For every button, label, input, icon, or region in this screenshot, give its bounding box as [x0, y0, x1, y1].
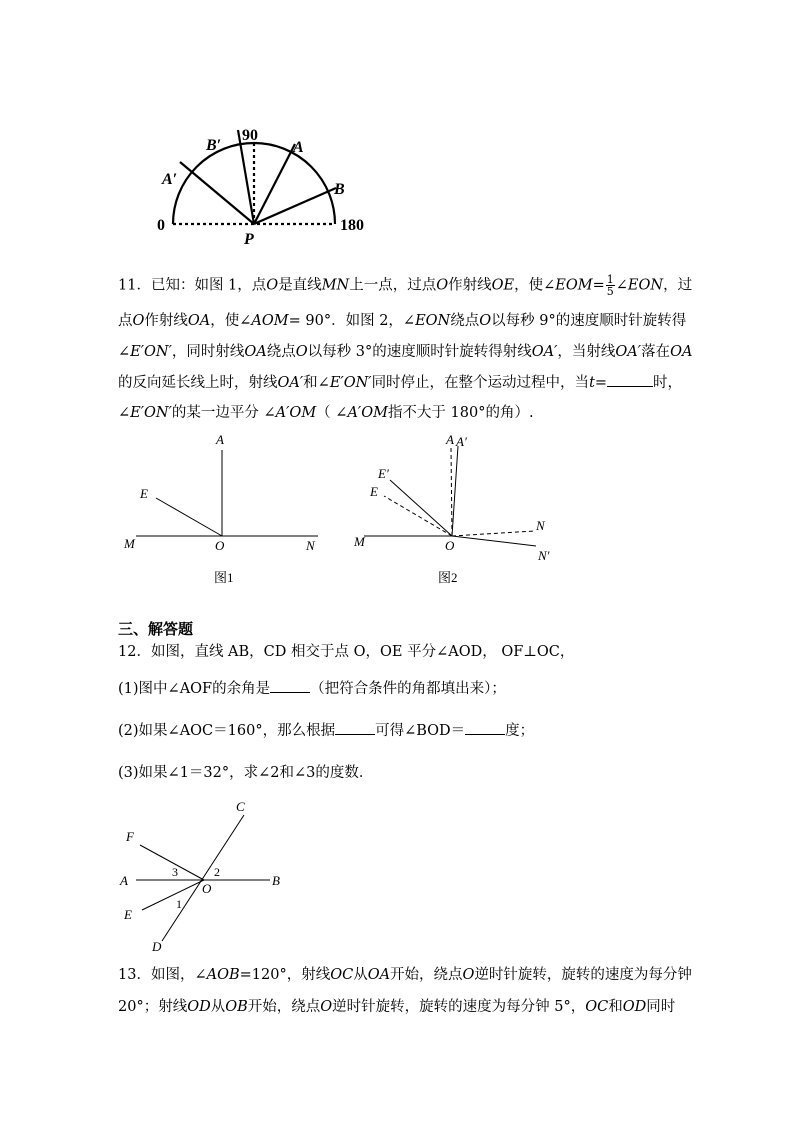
fig12-ray-oe	[142, 880, 204, 910]
ray-pa-prime	[180, 162, 254, 224]
q12-figure	[118, 795, 298, 955]
fraction-one-fifth: $\frac{1}{5}$	[606, 273, 614, 298]
q11-line5: ∠E′ON′的某一边平分 ∠A′OM（ ∠A′OM指不大于 180°的角）.	[118, 405, 534, 421]
fig2-ray-on-dashed	[452, 531, 534, 536]
q12-part2: (2)如果∠AOC＝160°，那么根据 可得∠BOD＝ 度；	[118, 720, 534, 741]
answer-blank-complement[interactable]	[270, 678, 310, 693]
fig2-label-o: O	[445, 538, 455, 553]
label-a: A	[293, 139, 304, 156]
q12-line1: 12．如图，直线 AB，CD 相交于点 O，OE 平分∠AOD， OF⊥OC，	[118, 644, 575, 660]
fig2-label-n-prime: N′	[538, 548, 550, 563]
fig1-label-o: O	[215, 538, 225, 553]
label-p: P	[244, 231, 254, 248]
fig1-label-n: N	[306, 538, 315, 553]
label-180: 180	[340, 217, 364, 234]
fig2-ray-oa-prime	[452, 446, 458, 536]
fig2-ray-oe-prime	[390, 480, 452, 536]
fig2-label-e: E	[370, 484, 378, 499]
label-a-prime: A′	[162, 171, 178, 188]
q11-line2: 点O作射线OA，使∠AOM= 90°．如图 2，∠EON绕点O以每秒 9°的速度顺时针旋转得	[118, 313, 687, 329]
fig2-label-n: N	[536, 518, 545, 533]
fig2-ray-oe-dashed	[384, 496, 452, 536]
label-0: 0	[157, 217, 165, 234]
fig1-label-m: M	[124, 536, 135, 551]
fig2-label-a-prime: A′	[456, 434, 467, 449]
fig12-label-2: 2	[214, 865, 220, 879]
section-title: 三、解答题	[118, 620, 194, 638]
q11-figure-1	[118, 428, 338, 593]
fig1-label-a: A	[216, 432, 224, 447]
fig2-label-e-prime: E′	[378, 466, 389, 481]
protractor-figure	[140, 120, 390, 250]
q11-line1: 11．已知：如图 1，点O是直线MN上一点，过点O作射线OE，使∠EOM= $\frac{1}{5}$ ∠EON，过	[118, 273, 693, 298]
fig2-label-m: M	[354, 534, 365, 549]
fig2-ray-on-prime	[452, 536, 536, 546]
fig12-label-f: F	[126, 829, 134, 844]
fig2-caption: 图2	[438, 570, 458, 585]
fig12-label-o: O	[202, 881, 212, 896]
fig1-ray-oe	[156, 498, 222, 536]
fig12-label-3: 3	[172, 865, 178, 879]
answer-blank-bod[interactable]	[465, 720, 505, 735]
label-b-prime: B′	[206, 137, 222, 154]
q13-line1: 13．如图，∠AOB=120°，射线OC从OA开始，绕点O逆时针旋转，旋转的速度为每分钟	[118, 967, 692, 983]
q11-figure-2	[350, 428, 570, 593]
fig12-label-a: A	[120, 873, 128, 888]
fig12-label-d: D	[152, 939, 162, 954]
fig12-label-e: E	[124, 907, 132, 922]
label-b: B	[334, 181, 345, 198]
fig1-caption: 图1	[214, 570, 234, 585]
answer-blank-t[interactable]	[607, 372, 653, 387]
answer-blank-reason[interactable]	[335, 720, 375, 735]
q13-line2: 20°；射线OD从OB开始，绕点O逆时针旋转，旋转的速度为每分钟 5°，OC和OD同时	[118, 999, 676, 1015]
q12-part3: (3)如果∠1＝32°，求∠2和∠3的度数．	[118, 765, 374, 781]
q11-line3: ∠E′ON′，同时射线OA绕点O以每秒 3°的速度顺时针旋转得射线OA′，当射线OA′落在OA	[118, 344, 693, 360]
ray-pb	[254, 188, 336, 224]
fig12-label-1: 1	[176, 897, 182, 911]
fig1-label-e: E	[140, 486, 148, 501]
fig12-label-c: C	[236, 799, 245, 814]
fig12-label-b: B	[272, 873, 280, 888]
fig2-ray-oa-dashed	[451, 448, 452, 536]
fig2-label-a: A	[446, 432, 454, 447]
label-90: 90	[242, 127, 258, 144]
ray-pa	[254, 144, 295, 224]
q11-line4: 的反向延长线上时，射线OA′和∠E′ON′同时停止，在整个运动过程中，当t= 时，	[118, 372, 682, 393]
q12-part1: (1)图中∠AOF的余角是 （把符合条件的角都填出来）；	[118, 678, 506, 699]
